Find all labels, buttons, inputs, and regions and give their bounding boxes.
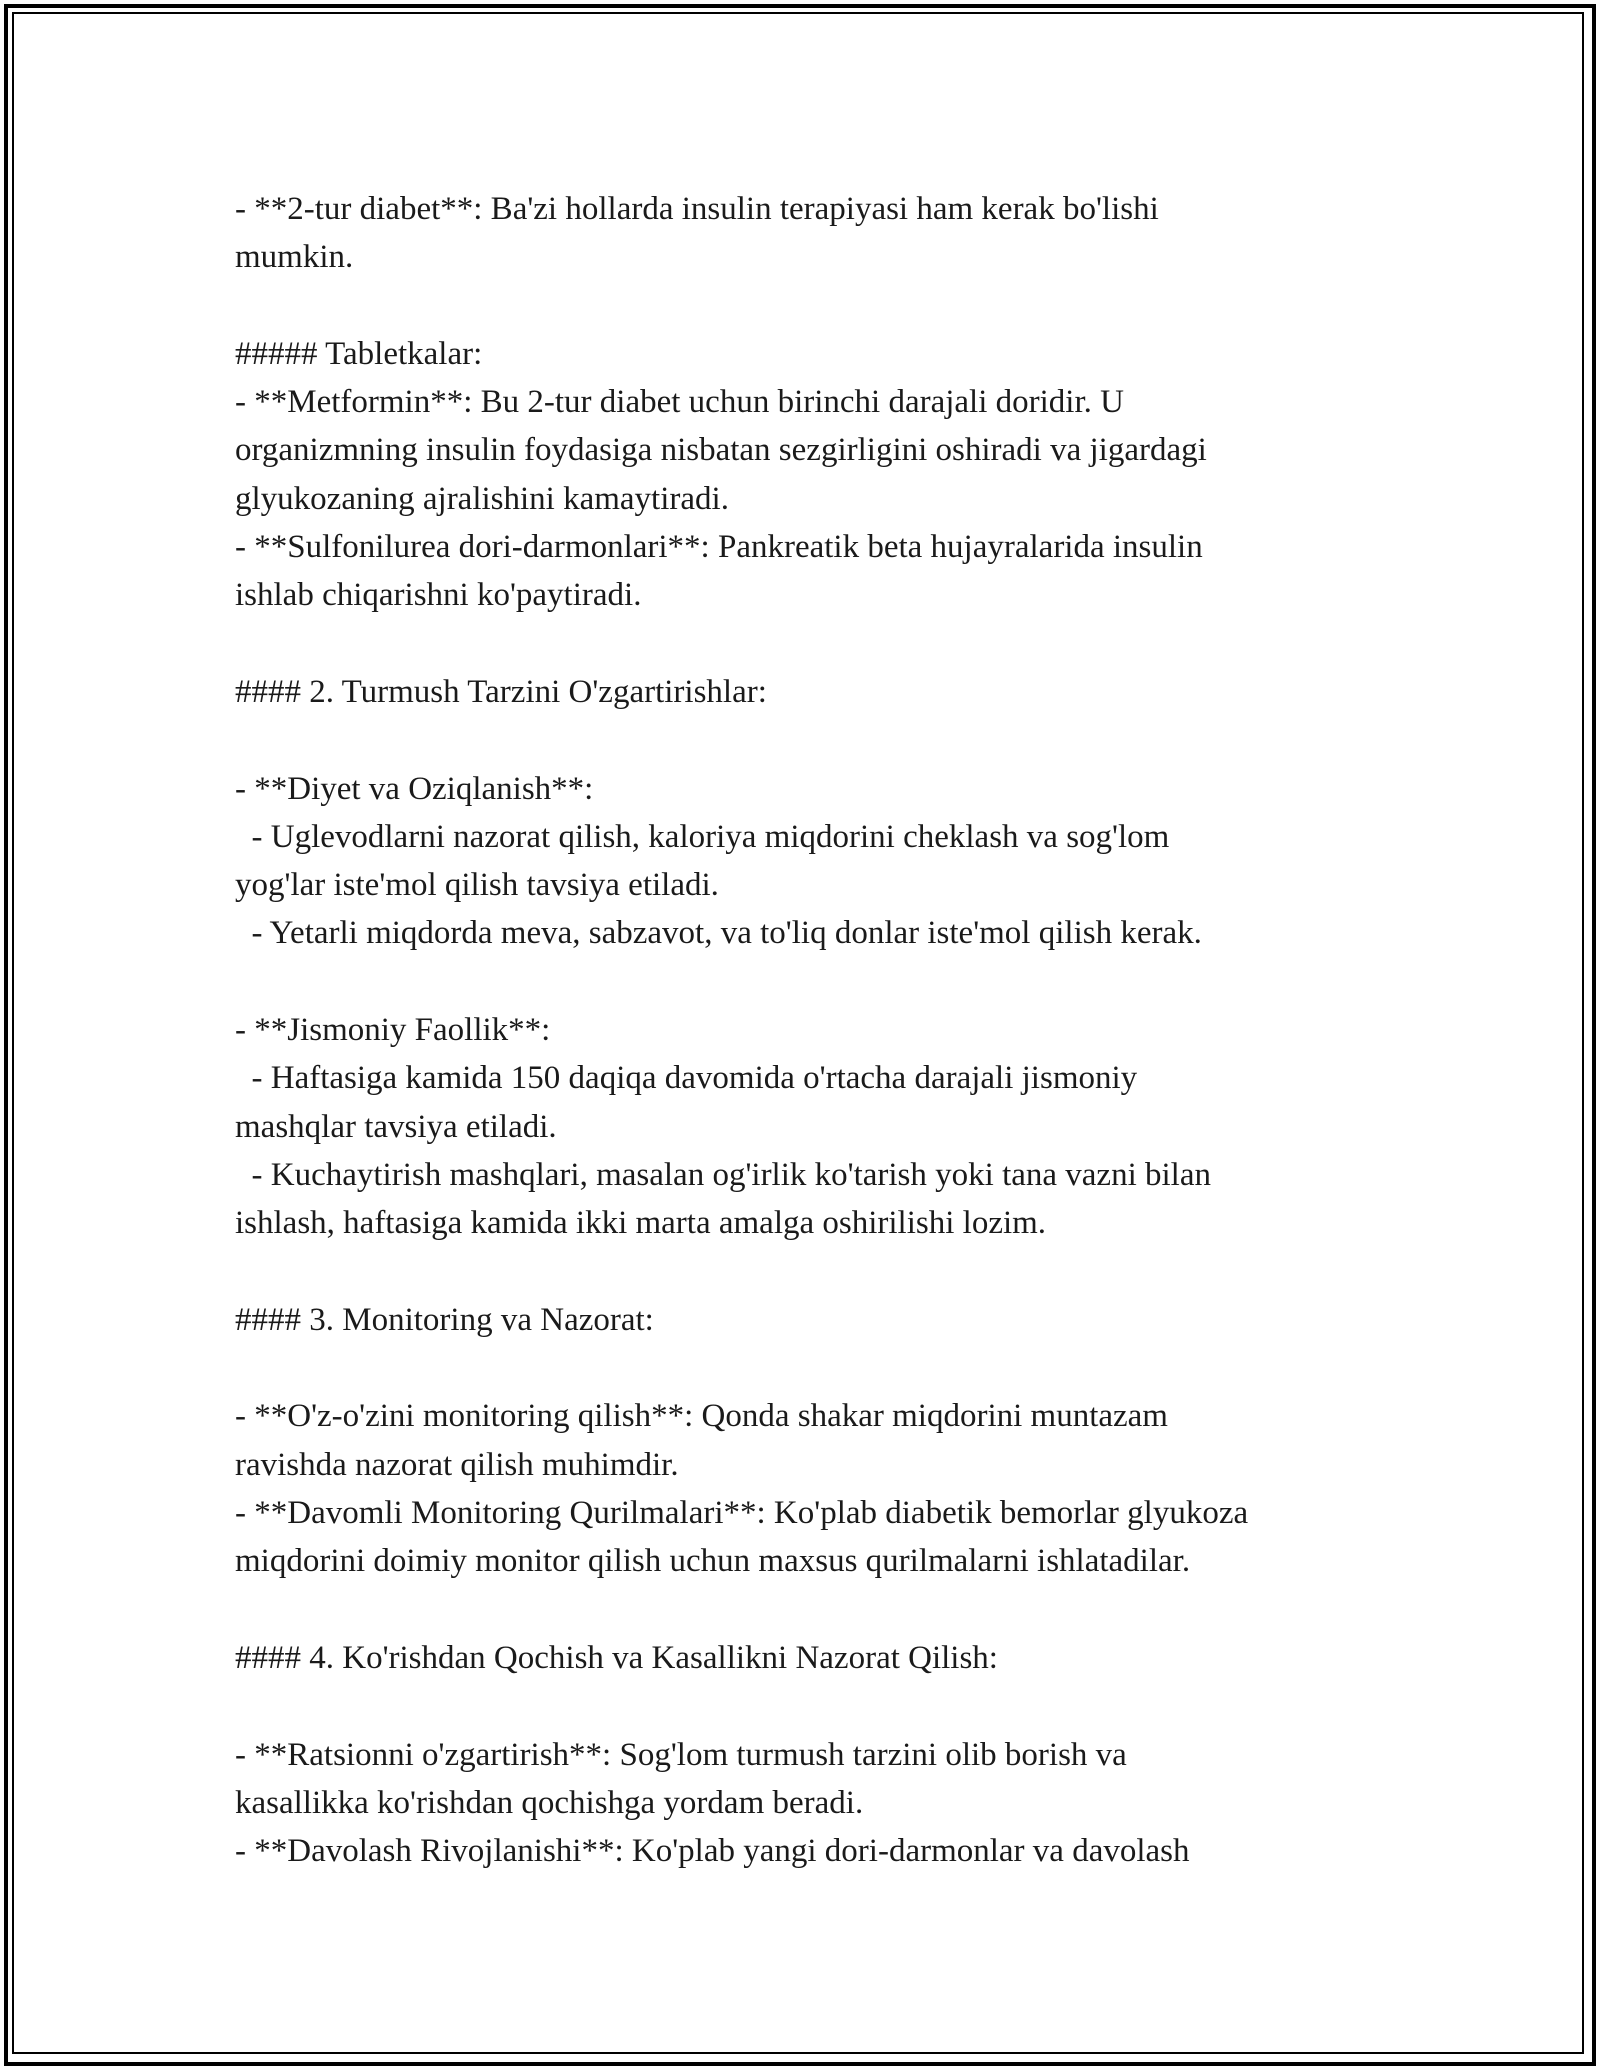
blank-line xyxy=(235,620,1395,668)
blank-line xyxy=(235,716,1395,764)
text-line: - Haftasiga kamida 150 daqiqa davomida o'rtacha darajali jismoniy xyxy=(235,1060,1138,1097)
blank-line xyxy=(235,1586,1395,1634)
text-line: - **Davomli Monitoring Qurilmalari**: Ko'plab diabetik bemorlar glyukoza xyxy=(235,1495,1249,1532)
heading-section-4: #### 4. Ko'rishdan Qochish va Kasallikni Nazorat Qilish: xyxy=(235,1639,998,1676)
blank-line xyxy=(235,282,1395,330)
text-line: ishlab chiqarishni ko'paytiradi. xyxy=(235,577,642,614)
heading-section-2: #### 2. Turmush Tarzini O'zgartirishlar: xyxy=(235,673,767,710)
text-line: yog'lar iste'mol qilish tavsiya etiladi. xyxy=(235,867,719,904)
text-line: - **Ratsionni o'zgartirish**: Sog'lom turmush tarzini olib borish va xyxy=(235,1736,1127,1773)
text-line: - **Davolash Rivojlanishi**: Ko'plab yangi dori-darmonlar va davolash xyxy=(235,1833,1190,1870)
text-line: - **Metformin**: Bu 2-tur diabet uchun birinchi darajali doridir. U xyxy=(235,384,1124,421)
text-line: mashqlar tavsiya etiladi. xyxy=(235,1108,557,1145)
text-line: - Kuchaytirish mashqlari, masalan og'irlik ko'tarish yoki tana vazni bilan xyxy=(235,1156,1211,1193)
text-line: - **Diyet va Oziqlanish**: xyxy=(235,770,594,807)
text-line: ishlash, haftasiga kamida ikki marta amalga oshirilishi lozim. xyxy=(235,1205,1047,1242)
blank-line xyxy=(235,1248,1395,1296)
document-body xyxy=(235,185,1395,1875)
text-line: - **Jismoniy Faollik**: xyxy=(235,1012,551,1049)
blank-line xyxy=(235,1344,1395,1392)
text-line: glyukozaning ajralishini kamaytiradi. xyxy=(235,480,729,517)
text-line: - **O'z-o'zini monitoring qilish**: Qonda shakar miqdorini muntazam xyxy=(235,1398,1168,1435)
text-line: ravishda nazorat qilish muhimdir. xyxy=(235,1446,679,1483)
text-line: - **2-tur diabet**: Ba'zi hollarda insulin terapiyasi ham kerak bo'lishi xyxy=(235,191,1159,227)
text-line: kasallikka ko'rishdan qochishga yordam beradi. xyxy=(235,1784,864,1821)
text-line: organizmning insulin foydasiga nisbatan sezgirligini oshiradi va jigardagi xyxy=(235,432,1207,469)
text-line: miqdorini doimiy monitor qilish uchun maxsus qurilmalarni ishlatadilar. xyxy=(235,1543,1191,1580)
text-line: - Uglevodlarni nazorat qilish, kaloriya miqdorini cheklash va sog'lom xyxy=(235,818,1170,855)
text-line: - Yetarli miqdorda meva, sabzavot, va to'liq donlar iste'mol qilish kerak. xyxy=(235,915,1202,952)
heading-tabletkalar: ##### Tabletkalar: xyxy=(235,335,483,372)
text-line: - **Sulfonilurea dori-darmonlari**: Pankreatik beta hujayralarida insulin xyxy=(235,529,1203,566)
text-line: mumkin. xyxy=(235,239,354,276)
heading-section-3: #### 3. Monitoring va Nazorat: xyxy=(235,1301,654,1338)
blank-line xyxy=(235,958,1395,1006)
blank-line xyxy=(235,1682,1395,1730)
